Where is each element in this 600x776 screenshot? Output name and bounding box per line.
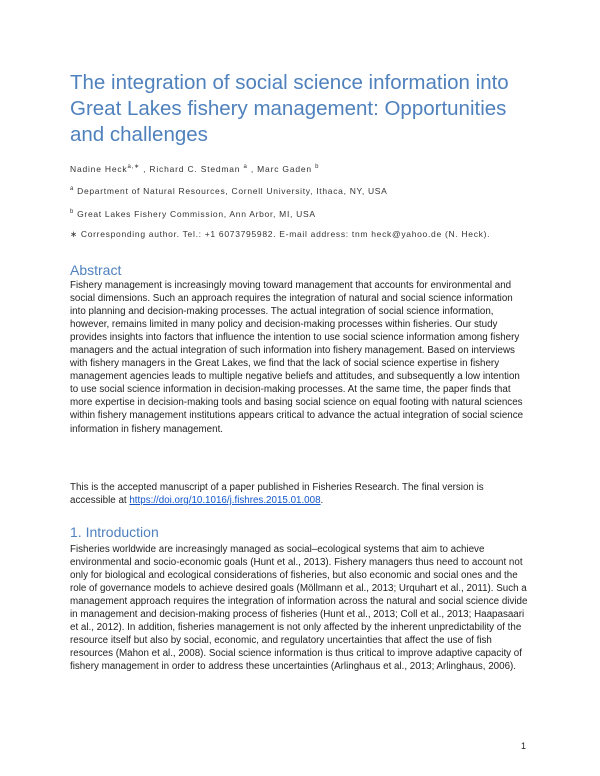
abstract-text: Fishery management is increasingly moving toward management that accounts for environmental and social dimensions. Such an approach requires the integration of natural and social science information into planning and decision-making processes. The actual integration of social science information, however, remains limited in many policy and decision-making processes within fisheries. Our study provides insights into factors that influence the intention to use social science information among fishery managers and the actual integration of such information into fishery management. Based on interviews with fishery managers in the Great Lakes, we find that the lack of social science expertise in fishery management agencies leads to multiple negative beliefs and attitudes, and subsequently a low intention to use social science information in decision-making processes. At the same time, the paper finds that more expertise in decision-making tools and basing social science on equal footing with natural sciences within fishery management institutions appears critical to advance the actual integration of social science information in fishery management. bbox=[70, 280, 524, 435]
affiliation-marker: b bbox=[70, 209, 75, 216]
author-affiliation-marker: a bbox=[243, 164, 248, 171]
abstract-heading: Abstract bbox=[70, 262, 122, 278]
paper-title: The integration of social science information into Great Lakes fishery management: Opportunities and challenges bbox=[70, 71, 509, 146]
introduction-heading: 1. Introduction bbox=[70, 524, 159, 540]
author-name: Richard C. Stedman bbox=[149, 164, 241, 174]
manuscript-note-end: . bbox=[320, 495, 324, 507]
manuscript-note bbox=[70, 481, 530, 507]
introduction-text: Fisheries worldwide are increasingly managed as social–ecological systems that aim to achieve environmental and socio-economic goals (Hunt et al., 2013). Fishery managers thus need to account not only for biological and ecological considerations of fisheries, but also economic and social ones and the role of governance models to achieve desired goals (Möllmann et al., 2013; Urquhart et al., 2011). Such a management approach requires the integration of information across the natural and social science divide in management and decision-making process of fisheries (Hunt et al., 2013; Coll et al., 2013; Haapasaari et al., 2012). In addition, fisheries management is not only affected by the inherent unpredictability of the resource itself but also by social, economic, and regulatory uncertainties that affect the use of fish resources (Mahon et al., 2008). Social science information is thus critical to improve adaptive capacity of fishery management in order to address these uncertainties (Arlinghaus et al., 2013; Arlinghaus, 2006). bbox=[70, 544, 528, 673]
author-list bbox=[70, 164, 319, 174]
affiliation-text: Department of Natural Resources, Cornell University, Ithaca, NY, USA bbox=[77, 186, 388, 196]
author-separator: , bbox=[139, 164, 150, 174]
affiliation-text: Great Lakes Fishery Commission, Ann Arbor, MI, USA bbox=[77, 209, 316, 219]
author-name: Marc Gaden bbox=[257, 164, 312, 174]
manuscript-note-text: This is the accepted manuscript of a paper published in Fisheries Research. The final version is accessible at bbox=[70, 482, 484, 507]
corresponding-author-note: ∗ Corresponding author. Tel.: +1 6073795982. E-mail address: tnm heck@yahoo.de (N. Heck). bbox=[70, 229, 491, 239]
author-affiliation-marker: a,∗ bbox=[127, 164, 140, 171]
author-affiliation-marker: b bbox=[315, 164, 320, 171]
affiliation-b bbox=[70, 208, 540, 221]
doi-link[interactable]: https://doi.org/10.1016/j.fishres.2015.01.008 bbox=[129, 495, 321, 507]
author-separator: , bbox=[247, 164, 258, 174]
affiliation-marker: a bbox=[70, 186, 75, 193]
affiliation-a bbox=[70, 185, 540, 198]
page-number: 1 bbox=[521, 741, 527, 751]
author-name: Nadine Heck bbox=[70, 164, 128, 174]
